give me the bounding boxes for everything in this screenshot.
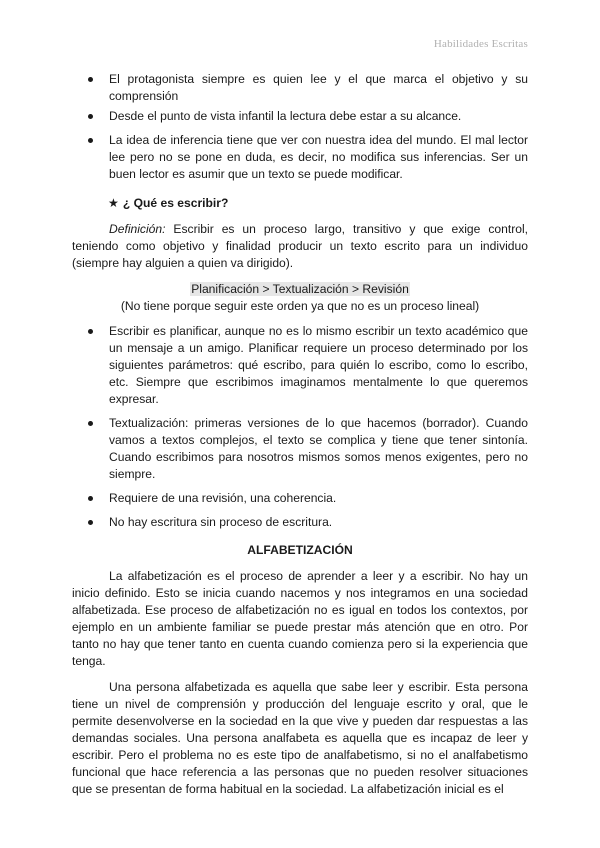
bullet-list-writing: [72, 323, 528, 531]
list-item: El protagonista siempre es quien lee y el que marca el objetivo y su comprensión: [72, 71, 528, 105]
paragraph: Una persona alfabetizada es aquella que sabe leer y escribir. Esta persona tiene un nivel de comprensión y producción del lenguaje escrito y oral, que le permite desenvolverse en la sociedad en la que vive y pueden dar respuestas a las demandas sociales. Una persona analfabeta es aquella que es incapaz de leer y escribir. Pero el problema no es este tipo de analfabetismo, si no el analfabetismo funcional que hace referencia a las personas que no pueden resolver situaciones que se presentan de forma habitual en la sociedad. La alfabetización inicial es el: [72, 680, 528, 796]
bullet-icon: [88, 114, 93, 119]
list-item: Desde el punto de vista infantil la lectura debe estar a su alcance.: [72, 108, 528, 125]
question-heading: ★ ¿ Qué es escribir?: [108, 196, 229, 210]
star-icon: ★: [108, 196, 119, 210]
bullet-icon: [88, 77, 93, 82]
bullet-icon: [88, 138, 93, 143]
page-header: Habilidades Escritas: [433, 38, 528, 50]
list-item: La idea de inferencia tiene que ver con nuestra idea del mundo. El mal lector lee pero no se pone en duda, es decir, no modifica sus inferencias. Ser un buen lector es asumir que un texto se puede modificar.: [72, 132, 528, 183]
list-item: Textualización: primeras versiones de lo que hacemos (borrador). Cuando vamos a textos complejos, el texto se complica y tiene que tener sintonía. Cuando escribimos para nosotros mismos somos menos exigentes, pero no siempre.: [72, 415, 528, 483]
definition-label: Definición:: [109, 222, 166, 236]
document-body: [72, 71, 528, 798]
bullet-icon: [88, 329, 93, 334]
list-item: No hay escritura sin proceso de escritura.: [72, 514, 528, 531]
process-steps: Planificación > Textualización > Revisión: [191, 282, 409, 296]
paragraph: La alfabetización es el proceso de aprender a leer y a escribir. No hay un inicio definido. Esto se inicia cuando nacemos y nos integramos en una sociedad alfabetizada. Ese proceso de alfabetización no es igual en todos los contextos, por ejemplo en un ambiente familiar se puede prestar más atención que en otro. Por tanto no hay que tener tanto en cuenta cuando comienza pero si la experiencia que tenga.: [72, 569, 528, 668]
bullet-icon: [88, 421, 93, 426]
process-note: (No tiene porque seguir este orden ya que no es un proceso lineal): [120, 299, 480, 313]
bullet-icon: [88, 496, 93, 501]
definition-paragraph: Definición: Escribir es un proceso largo, transitivo y que exige control, teniendo como objetivo y finalidad producir un texto escrito para un individuo (siempre hay alguien a quien va dirigido).: [72, 222, 528, 270]
bullet-list-reading: [72, 71, 528, 183]
section-title: ALFABETIZACIÓN: [247, 543, 353, 557]
list-item: Escribir es planificar, aunque no es lo mismo escribir un texto académico que un mensaje a un amigo. Planificar requiere un proceso determinado por los siguientes parámetros: qué escribo, para quién lo escribo, como lo escribo, etc. Siempre que escribimos imaginamos mentalmente lo que queremos expresar.: [72, 323, 528, 408]
bullet-icon: [88, 520, 93, 525]
list-item: Requiere de una revisión, una coherencia.: [72, 490, 528, 507]
